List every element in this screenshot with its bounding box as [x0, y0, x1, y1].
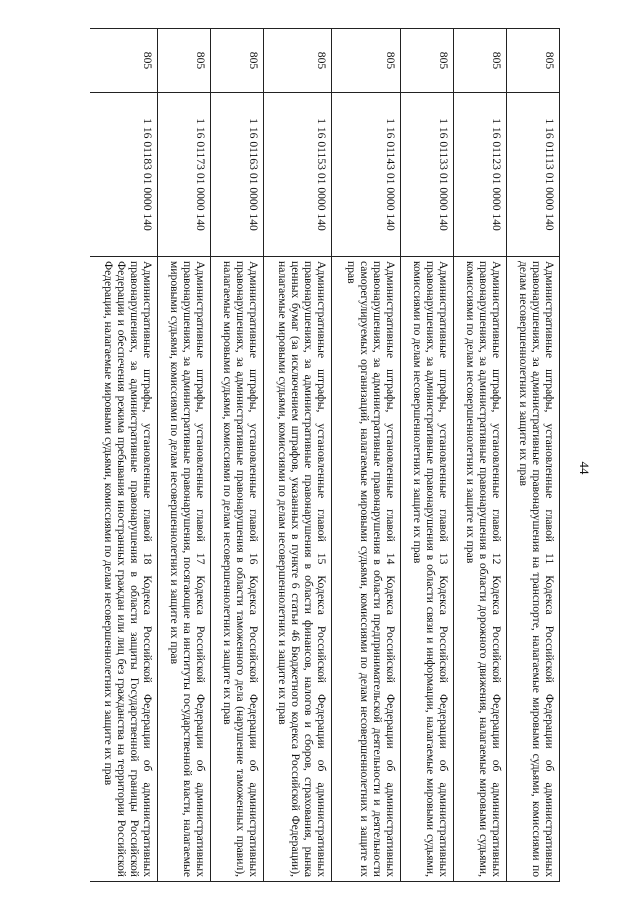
revenue-name-cell: Административные штрафы, установленные главой 11 Кодекса Российской Федерации об административных правонарушениях, за административные правонарушения на транспорте, налагаемые мировыми судьями, комиссиями по делам несовершеннолетних и защите их прав — [506, 257, 559, 882]
table-row — [158, 29, 211, 882]
table-row — [506, 29, 559, 882]
budget-classification-table — [90, 28, 560, 882]
revenue-name-cell: Административные штрафы, установленные главой 13 Кодекса Российской Федерации об административных правонарушениях, за административные правонарушения в области связи и информации, налагаемые мировыми судьями, комиссиями по делам несовершеннолетних и защите их прав — [400, 257, 453, 882]
budget-code-cell: 1 16 01173 01 0000 140 — [158, 93, 211, 257]
table-row — [264, 29, 332, 882]
admin-code-cell: 805 — [332, 29, 400, 93]
admin-code-cell: 805 — [264, 29, 332, 93]
admin-code-cell: 805 — [158, 29, 211, 93]
admin-code-cell: 805 — [211, 29, 264, 93]
page-number: 44 — [577, 461, 592, 475]
revenue-name-cell: Административные штрафы, установленные главой 15 Кодекса Российской Федерации об административных правонарушениях, за административные правонарушения в области финансов, налогов и сборов, страхования, рынка ценных бумаг (за исключением штрафов, указанных в пункте 6 статьи 46 Бюджетного кодекса Российской Федерации), налагаемые мировыми судьями, комиссиями по делам несовершеннолетних и защите их прав — [264, 257, 332, 882]
table-row — [400, 29, 453, 882]
revenue-name-cell: Административные штрафы, установленные главой 12 Кодекса Российской Федерации об административных правонарушениях, за административные правонарушения в области дорожного движения, налагаемые мировыми судьями, комиссиями по делам несовершеннолетних и защите их прав — [453, 257, 506, 882]
budget-code-cell: 1 16 01143 01 0000 140 — [332, 93, 400, 257]
revenue-name-cell: Административные штрафы, установленные главой 16 Кодекса Российской Федерации об административных правонарушениях, за административные правонарушения в области таможенного дела (нарушение таможенных правил), налагаемые мировыми судьями, комиссиями по делам несовершеннолетних и защите их прав — [211, 257, 264, 882]
admin-code-cell: 805 — [506, 29, 559, 93]
table-row — [332, 29, 400, 882]
budget-code-cell: 1 16 01183 01 0000 140 — [90, 93, 158, 257]
table-row — [453, 29, 506, 882]
admin-code-cell: 805 — [90, 29, 158, 93]
table-row — [211, 29, 264, 882]
revenue-name-cell: Административные штрафы, установленные главой 14 Кодекса Российской Федерации об административных правонарушениях, за административные правонарушения в области предпринимательской деятельности и деятельности саморегулируемых организаций, налагаемые мировыми судьями, комиссиями по делам несовершеннолетних и защите их прав — [332, 257, 400, 882]
admin-code-cell: 805 — [400, 29, 453, 93]
table-row — [90, 29, 158, 882]
revenue-name-cell: Административные штрафы, установленные главой 18 Кодекса Российской Федерации об административных правонарушениях, за административные правонарушения в области защиты Государственной границы Российской Федерации и обеспечения режима пребывания иностранных граждан или лиц без гражданства на территории Российской Федерации, налагаемые мировыми судьями, комиссиями по делам несовершеннолетних и защите их прав — [90, 257, 158, 882]
revenue-name-cell: Административные штрафы, установленные главой 17 Кодекса Российской Федерации об административных правонарушениях, за административные правонарушения, посягающие на институты государственной власти, налагаемые мировыми судьями, комиссиями по делам несовершеннолетних и защите их прав — [158, 257, 211, 882]
budget-code-cell: 1 16 01153 01 0000 140 — [264, 93, 332, 257]
rotated-table-wrapper — [90, 28, 560, 882]
budget-code-cell: 1 16 01133 01 0000 140 — [400, 93, 453, 257]
budget-code-cell: 1 16 01113 01 0000 140 — [506, 93, 559, 257]
admin-code-cell: 805 — [453, 29, 506, 93]
budget-code-cell: 1 16 01123 01 0000 140 — [453, 93, 506, 257]
budget-code-cell: 1 16 01163 01 0000 140 — [211, 93, 264, 257]
